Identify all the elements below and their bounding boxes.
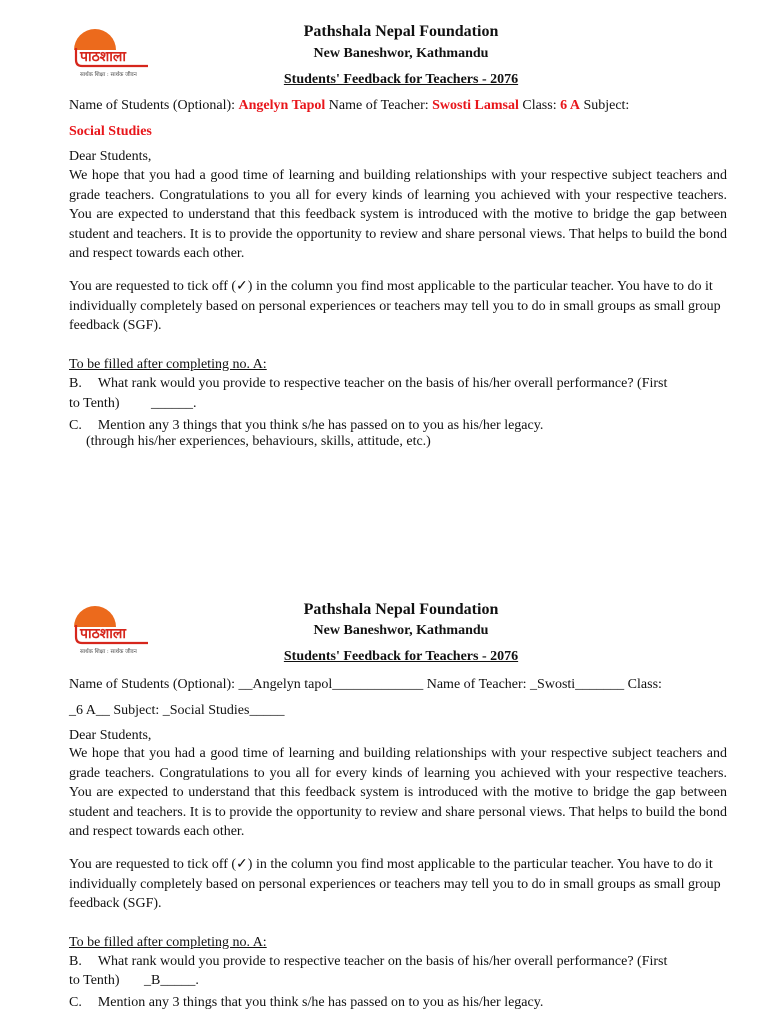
question-b-cont: to Tenth) _B_____.	[69, 973, 199, 988]
org-address: New Baneshwor, Kathmandu	[313, 623, 489, 638]
form-title: Students' Feedback for Teachers - 2076	[283, 72, 519, 87]
section-heading: To be filled after completing no. A:	[69, 357, 267, 372]
teacher-name-value: Swosti Lamsal	[432, 98, 519, 113]
subject-line	[69, 122, 729, 142]
class-subject-line: _6 A__ Subject: _Social Studies_____	[69, 703, 285, 718]
svg-text:पाठशाला: पाठशाला	[80, 626, 126, 642]
intro-paragraph: We hope that you had a good time of learning and building relationships with your respective subject teachers and grade teachers. Congratulations to you all for every kinds of learning you achieved with your respective teachers. You are expected to understand that this feedback system is introduced with the motive to bridge the gap between student and teachers. It is to provide the opportunity to review and share personal views. That helps to build the bond and respect towards each other.	[69, 746, 727, 839]
svg-text:सार्थक शिक्षा : सार्थक जीवन: सार्थक शिक्षा : सार्थक जीवन	[80, 649, 137, 655]
org-title: Pathshala Nepal Foundation	[303, 23, 499, 40]
subject-value: Social Studies	[69, 124, 152, 139]
greeting: Dear Students,	[69, 728, 152, 743]
section-heading: To be filled after completing no. A:	[69, 935, 267, 950]
org-address: New Baneshwor, Kathmandu	[313, 46, 489, 61]
question-c-hint: (through his/her experiences, behaviours, skills, attitude, etc.)	[86, 434, 431, 449]
student-info-line: Name of Students (Optional): __Angelyn tapol_____________ Name of Teacher: _Swosti_______ Class:	[69, 677, 662, 692]
student-info-line: Name of Students (Optional): Angelyn Tapol Name of Teacher: Swosti Lamsal Class: 6 A Subject:	[69, 98, 630, 113]
intro-paragraph: We hope that you had a good time of learning and building relationships with your respective subject teachers and grade teachers. Congratulations to you all for every kinds of learning you achieved with your respective teachers. You are expected to understand that this feedback system is introduced with the motive to bridge the gap between student and teachers. It is to provide the opportunity to review and share personal views. That helps to build the bond and respect towards each other.	[69, 168, 727, 261]
form-title: Students' Feedback for Teachers - 2076	[283, 649, 519, 664]
class-value: 6 A	[560, 98, 580, 113]
question-b: B. What rank would you provide to respective teacher on the basis of his/her overall performance? (First	[69, 376, 668, 391]
svg-text:पाठशाला: पाठशाला	[80, 49, 126, 65]
greeting: Dear Students,	[69, 149, 152, 164]
instruction-paragraph: You are requested to tick off (✓) in the column you find most applicable to the particular teacher. You have to do it individually completely based on personal experiences or teachers may tell you to do in small groups as small group feedback (SGF).	[69, 279, 721, 333]
rank-answer: _B_____.	[143, 973, 199, 988]
question-c: C. Mention any 3 things that you think s/he has passed on to you as his/her legacy.	[69, 995, 544, 1010]
question-c: C. Mention any 3 things that you think s/he has passed on to you as his/her legacy.	[69, 418, 544, 433]
instruction-paragraph: You are requested to tick off (✓) in the column you find most applicable to the particular teacher. You have to do it individually completely based on personal experiences or teachers may tell you to do in small groups as small group feedback (SGF).	[69, 857, 721, 911]
question-b-cont: to Tenth) ______.	[69, 396, 197, 411]
student-name-value: Angelyn Tapol	[238, 98, 326, 113]
org-title: Pathshala Nepal Foundation	[303, 601, 499, 618]
svg-text:सार्थक शिक्षा : सार्थक जीवन: सार्थक शिक्षा : सार्थक जीवन	[80, 72, 137, 78]
question-b: B. What rank would you provide to respective teacher on the basis of his/her overall performance? (First	[69, 954, 668, 969]
rank-answer: ______.	[150, 396, 197, 411]
